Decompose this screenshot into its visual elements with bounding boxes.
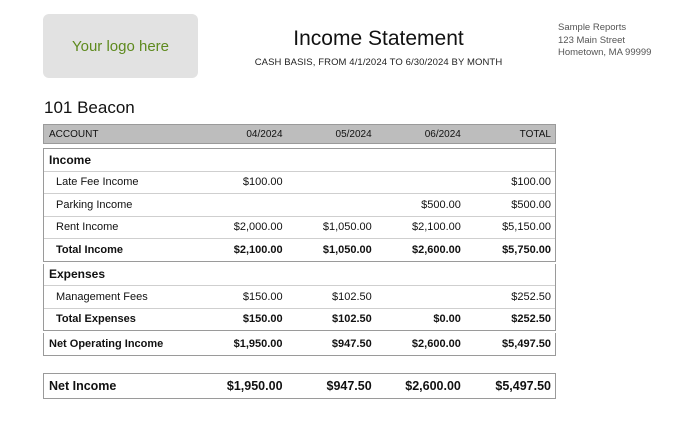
amount-month-1: $1,950.00 [226, 379, 283, 393]
total-expenses-row [44, 308, 555, 331]
property-name: 101 Beacon [44, 98, 135, 117]
section-heading-row [44, 149, 555, 171]
net-income-row [44, 374, 555, 398]
amount-total: $5,497.50 [502, 338, 551, 350]
expenses-heading: Expenses [49, 267, 106, 282]
account-name: Late Fee Income [56, 176, 139, 189]
income-heading: Income [49, 152, 92, 167]
net-operating-income-section [43, 333, 556, 356]
company-address-block [558, 22, 651, 60]
account-name: Total Income [56, 243, 124, 256]
expenses-section [43, 264, 556, 332]
column-header-month-3: 06/2024 [424, 128, 461, 140]
amount-month-3: $2,600.00 [411, 243, 461, 256]
income-statement-table [43, 124, 556, 399]
amount-month-3: $2,600.00 [411, 338, 461, 350]
table-row [44, 171, 555, 194]
net-income-section [43, 373, 556, 399]
amount-total: $252.50 [511, 290, 551, 303]
account-name: Net Income [49, 379, 117, 393]
logo-text: Your logo here [71, 37, 170, 55]
column-header-month-2: 05/2024 [335, 128, 372, 140]
table-row [44, 216, 555, 239]
table-row [44, 285, 555, 308]
amount-month-2: $102.50 [332, 313, 372, 326]
report-subtitle: CASH BASIS, FROM 4/1/2024 TO 6/30/2024 BY MONTH [254, 57, 503, 68]
net-operating-income-row [44, 333, 555, 355]
column-header-account: ACCOUNT [49, 128, 99, 140]
amount-month-3: $2,100.00 [411, 221, 461, 234]
table-row [44, 193, 555, 216]
amount-total: $500.00 [511, 198, 551, 211]
account-name: Management Fees [56, 290, 148, 303]
amount-month-2: $947.50 [326, 379, 372, 393]
amount-month-1: $2,100.00 [233, 243, 283, 256]
amount-total: $252.50 [511, 313, 551, 326]
amount-month-1: $150.00 [242, 313, 283, 326]
amount-month-1: $1,950.00 [233, 338, 283, 350]
report-title: Income Statement [293, 27, 464, 50]
amount-month-2: $102.50 [332, 290, 372, 303]
amount-month-2: $1,050.00 [322, 221, 372, 234]
income-section [43, 148, 556, 262]
column-header-month-1: 04/2024 [246, 128, 283, 140]
amount-month-1: $150.00 [242, 290, 283, 303]
company-address-line2: Hometown, MA 99999 [558, 47, 652, 58]
company-name: Sample Reports [558, 22, 627, 33]
amount-month-3: $500.00 [421, 198, 461, 211]
amount-total: $5,497.50 [495, 379, 551, 393]
amount-total: $100.00 [511, 176, 551, 189]
company-logo [43, 14, 198, 78]
amount-month-1: $100.00 [242, 176, 283, 189]
account-name: Net Operating Income [49, 338, 164, 350]
amount-month-3: $0.00 [433, 313, 461, 326]
account-name: Parking Income [56, 198, 133, 211]
account-name: Total Expenses [56, 313, 136, 326]
account-name: Rent Income [56, 221, 119, 234]
column-header-total: TOTAL [519, 128, 551, 140]
amount-month-3: $2,600.00 [405, 379, 461, 393]
total-income-row [44, 238, 555, 261]
amount-total: $5,150.00 [502, 221, 551, 234]
company-address-line1: 123 Main Street [558, 34, 626, 46]
amount-month-1: $2,000.00 [233, 221, 283, 234]
amount-total: $5,750.00 [502, 243, 551, 256]
table-header [43, 124, 556, 144]
amount-month-2: $1,050.00 [322, 243, 372, 256]
section-heading-row [44, 264, 555, 286]
amount-month-2: $947.50 [331, 338, 372, 350]
